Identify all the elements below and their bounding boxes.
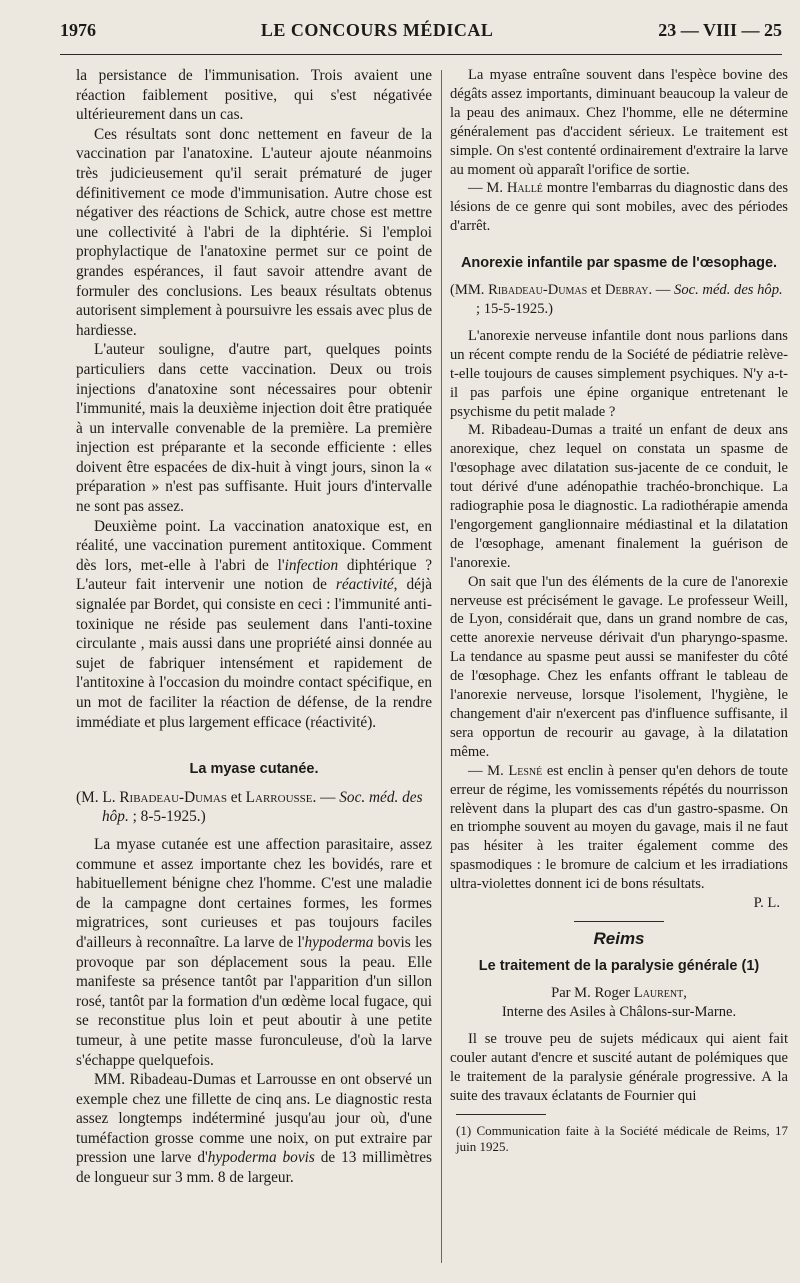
text-run: — M. <box>468 180 507 197</box>
page-header <box>60 20 782 55</box>
italic-term: hypoderma bovis <box>207 1149 315 1167</box>
text-run: montre l'embarras du diagnostic dans des lésions de ce genre qui sont mobiles, avec des périodes d'arrêt. <box>450 180 788 235</box>
text-run: de 13 millimètres de longueur sur 3 mm. 8 de largeur. <box>76 1149 432 1187</box>
text-run: diphtérique ? L'auteur fait intervenir une notion de <box>76 556 432 594</box>
text-run: . — <box>648 282 675 299</box>
text-run: ; 15-5-1925.) <box>476 300 554 317</box>
italic-term: infection <box>284 556 339 574</box>
author-name: Lesné <box>508 762 543 779</box>
text-run: La myase cutanée est une affection parasitaire, assez commune et assez importante chez les bovidés, rare et habituellement bénigne chez l'homme. C'est une maladie de la campagne dont certaines formes, les formes migratrices, sont curieuses et pas toujours faciles d'ailleurs à reconnaître. La larve de l' <box>76 835 432 951</box>
author-paragraph: L'auteur souligne, d'autre part, quelques points particuliers dans cette vaccination. Deux ou trois injections d'anatoxine sont nécessaires pour obtenir l'immunité, mais la deuxième injection doit être pratiquée à un intervalle convenable de la première. La première injection est préparante et la seconde efficiente : elles doivent être espacées de dix-huit à vingt jours, sinon la « préparation » n'est pas suffisante. Huit jours d'intervalle ne sont pas assez. <box>76 341 432 516</box>
text-run: MM. Ribadeau-Dumas et Larrousse en ont observé un exemple chez une fillette de cinq ans. Le diagnostic resta assez longtemps indéterminé jusqu'au jour où, d'une tuméfaction grosse comme une noix, on put extraire par pression une larve d' <box>76 1071 432 1167</box>
myase-paragraph-3: La myase entraîne souvent dans l'espèce bovine des dégâts assez importants, diminuant beaucoup la valeur de la peau des animaux. Chez l'homme, elle ne détermine généralement pas d'accident sérieux. Le traitement est simple. On s'est contenté ordinairement d'extraire la larve au moment où apparaît l'orifice de sortie. <box>450 67 788 178</box>
anorexie-paragraph-1: L'anorexie nerveuse infantile dont nous parlions dans un récent compte rendu de la Société de pédiatrie relève-t-elle toujours de causes simplement psychiques. N'y a-t-il pas parfois une épine organique entretenant le psychisme du petit malade ? <box>450 327 788 420</box>
journal-title: LE CONCOURS MÉDICAL <box>260 20 494 40</box>
text-run: est enclin à penser qu'en dehors de toute erreur de régime, les vomissements répétés du nourrisson relèvent dans la plupart des cas d'un gastro-spasme. On en triomphe souvent au moyen du gavage, mais il ne faut pas hésiter à les traiter également comme des spasmodiques : le bromure de calcium et les irradiations ultra-violettes donnent ici de bons résultats. <box>450 762 789 893</box>
italic-term: réactivité <box>335 576 394 594</box>
laurent-paragraph: Il se trouve peu de sujets médicaux qui aient fait couler autant d'encre et suscité autant de polémiques que le traitement de la paralysie générale progressive. A la suite des travaux éclatants de Fournier qui <box>450 1031 788 1104</box>
left-column <box>76 66 432 1263</box>
text-run: et <box>587 282 605 299</box>
page-number: 1976 <box>60 20 96 40</box>
text-run: Par M. Roger <box>551 985 634 1002</box>
myase-paragraph-2 <box>76 1070 432 1188</box>
anorexie-paragraph-2: M. Ribadeau-Dumas a traité un enfant de deux ans anorexique, chez lequel on constata un spasme de l'œsophage avec dilatation sus-jacente de ce conduit, le tout dérivé d'une adénopathie trachéo-bronchique. La radiographie posa le diagnostic. La radiothérapie amenda l'engorgement ganglionnaire médiastinal et la dilatation de l'œsophage, amenant finalement la guérison de l'anorexie. <box>450 422 788 571</box>
article-title: Le traitement de la paralysie générale (1) <box>478 958 760 975</box>
anorexie-paragraph-3: On sait que l'un des éléments de la cure de l'anorexie nerveuse est précisément le gavage. Le professeur Weill, de Lyon, considérait que, dans un grand nombre de cas, cette anorexie nerveuse dérivait d'un pharyngo-spasme. La tendance au spasme peut aussi se manifester du côté de l'œsophage. Chez les enfants offrant le tableau de l'anorexie nerveuse, lorsque l'isolement, l'hygiène, le changement d'air n'exercent pas d'influence suffisante, il sera opportun de recourir au gavage, à la dilatation même. <box>450 573 788 760</box>
author-affiliation: Interne des Asiles à Châlons-sur-Marne. <box>501 1004 737 1021</box>
myase-paragraph-1 <box>76 835 432 1070</box>
signature: P. L. <box>753 895 780 912</box>
byline <box>450 984 788 1003</box>
text-run: ; 8-5-1925.) <box>128 808 206 826</box>
text-run: (MM. <box>450 282 489 299</box>
author-name: Ribadeau-Dumas <box>119 788 227 806</box>
city-heading: Reims <box>593 929 645 949</box>
continuation-paragraph: la persistance de l'immunisation. Trois avaient une réaction faiblement positive, qui s'est négativée ultérieurement dans un cas. <box>76 67 432 124</box>
text-run: , <box>683 985 687 1002</box>
italic-term: hypoderma <box>304 933 374 951</box>
second-point-paragraph <box>76 517 432 733</box>
myase-reference <box>76 788 432 827</box>
section-heading-myase: La myase cutanée. <box>189 761 319 778</box>
column-divider <box>441 70 442 1263</box>
results-paragraph: Ces résultats sont donc nettement en faveur de la vaccination par l'anatoxine. L'auteur ajoute néanmoins très judicieusement qu'il serait prématuré de juger définitivement ce mode d'immunisation. Autre chose est négativer des réactions de Schick, autre chose est mettre une collectivité à l'abri de la diphtérie. Si l'emploi prophylactique de l'anatoxine permet sur ce point de grandes espérances, il faut savoir attendre avant de formuler des conclusions. Les beaux résultats obtenus autorisent simplement à poursuivre les essais avec plus de hardiesse. <box>76 125 432 339</box>
text-run: . — <box>312 788 340 806</box>
right-column <box>450 66 788 1263</box>
text-run: bovis les provoque par son déplacement sous la peau. Elle manifeste sa présence tantôt par l'apparition d'un sillon rosé, tantôt par la formation d'un œdème local fugace, qui se reconstitue plus loin et peut aboutir à une petite tumeur, à une petite masse furonculeuse, d'où la larve s'échappe quelquefois. <box>76 933 432 1069</box>
journal-name: Soc. méd. des hôp. <box>102 788 423 826</box>
author-name: Debray <box>604 282 649 299</box>
halle-paragraph <box>450 179 788 236</box>
author-name: Laurent <box>633 985 684 1002</box>
issue-date: 23 — VIII — 25 <box>658 20 782 40</box>
text-run: , déjà signalée par Bordet, qui consiste en ceci : l'immunité anti-toxinique ne réside pas seulement dans l'anti-toxine circulante , mais aussi dans une propriété ainsi donnée au sujet de fabriquer intensément et rapidement de l'antitoxine à l'occasion du moindre contact spécifique, en un mot de faciliter la réaction de défense, de la rendre immédiate et plus largement efficace (réactivité). <box>76 576 432 731</box>
text-run: et <box>226 788 246 806</box>
section-heading-anorexie: Anorexie infantile par spasme de l'œsophage. <box>460 255 778 272</box>
lesne-paragraph <box>450 762 788 894</box>
author-name: Ribadeau-Dumas <box>488 282 588 299</box>
text-run: (M. L. <box>76 788 120 806</box>
author-name: Hallé <box>506 180 543 197</box>
text-run: Deuxième point. La vaccination anatoxique est, en réalité, une vaccination purement antitoxique. Comment dès lors, met-elle à l'abri de l' <box>76 517 432 574</box>
author-name: Larrousse <box>245 788 313 806</box>
journal-name: Soc. méd. des hôp. <box>674 282 783 299</box>
footnote: (1) Communication faite à la Société médicale de Reims, 17 juin 1925. <box>456 1122 788 1154</box>
anorexie-reference <box>450 281 788 319</box>
text-run: — M. <box>468 762 509 779</box>
